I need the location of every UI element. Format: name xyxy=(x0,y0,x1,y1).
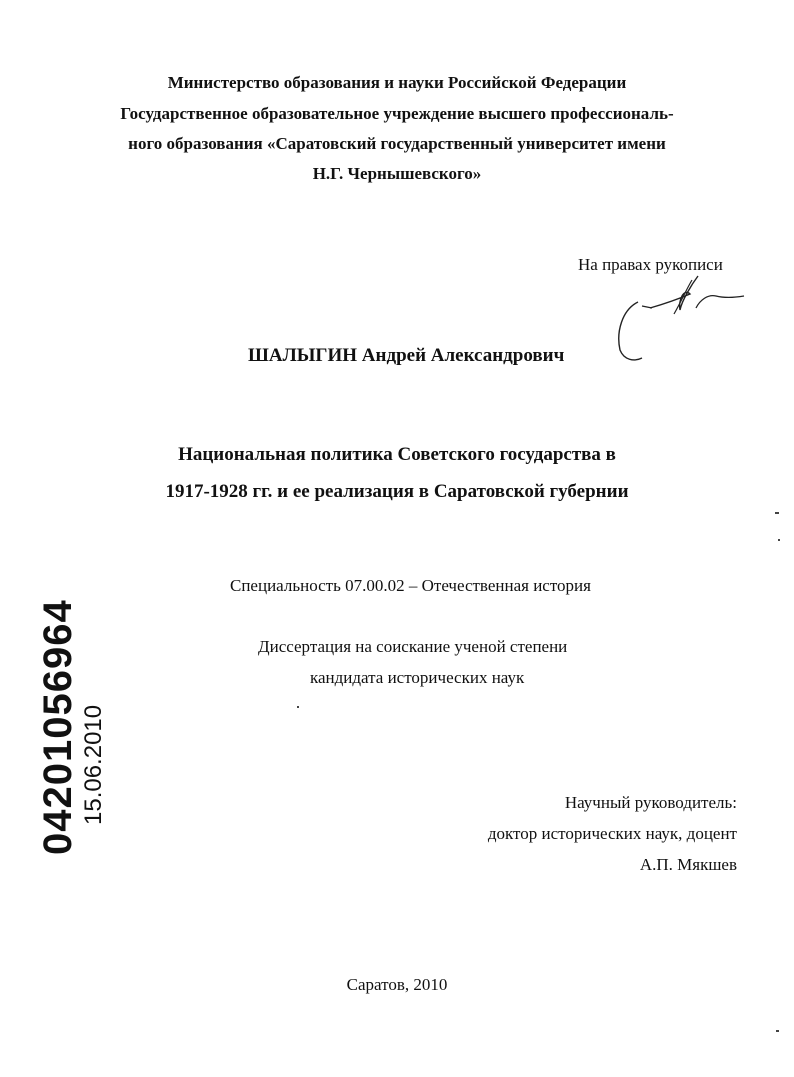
author-name: ШАЛЫГИН Андрей Александрович xyxy=(248,345,565,366)
institution-line-3: Н.Г. Чернышевского» xyxy=(312,164,482,183)
scan-speck xyxy=(776,1030,779,1032)
stamp-number: 04201056964 xyxy=(36,599,80,855)
supervisor-label: Научный руководитель: xyxy=(564,793,737,812)
specialty: Специальность 07.00.02 – Отечественная история xyxy=(230,576,591,595)
supervisor-degree: доктор исторических наук, доцент xyxy=(487,824,737,843)
institution-line-1: Государственное образовательное учреждение высшего профессиональ- xyxy=(120,104,674,123)
scan-speck xyxy=(297,706,299,708)
stamp-date: 15.06.2010 xyxy=(80,704,107,825)
dissertation-title-line-1: Национальная политика Советского государства в xyxy=(178,444,616,465)
ministry-line: Министерство образования и науки Российской Федерации xyxy=(167,73,627,92)
city-year: Саратов, 2010 xyxy=(346,975,448,994)
institution-line-2: ного образования «Саратовский государственный университет имени xyxy=(128,134,666,153)
scan-speck xyxy=(778,539,780,541)
supervisor-name: А.П. Мякшев xyxy=(639,855,737,874)
degree-line-2: кандидата исторических наук xyxy=(310,668,525,687)
signature-mark xyxy=(612,270,752,370)
dissertation-title-line-2: 1917-1928 гг. и ее реализация в Саратовской губернии xyxy=(165,481,629,502)
manuscript-note: На правах рукописи xyxy=(578,255,723,274)
scan-speck xyxy=(775,512,779,514)
degree-line-1: Диссертация на соискание ученой степени xyxy=(258,637,568,656)
